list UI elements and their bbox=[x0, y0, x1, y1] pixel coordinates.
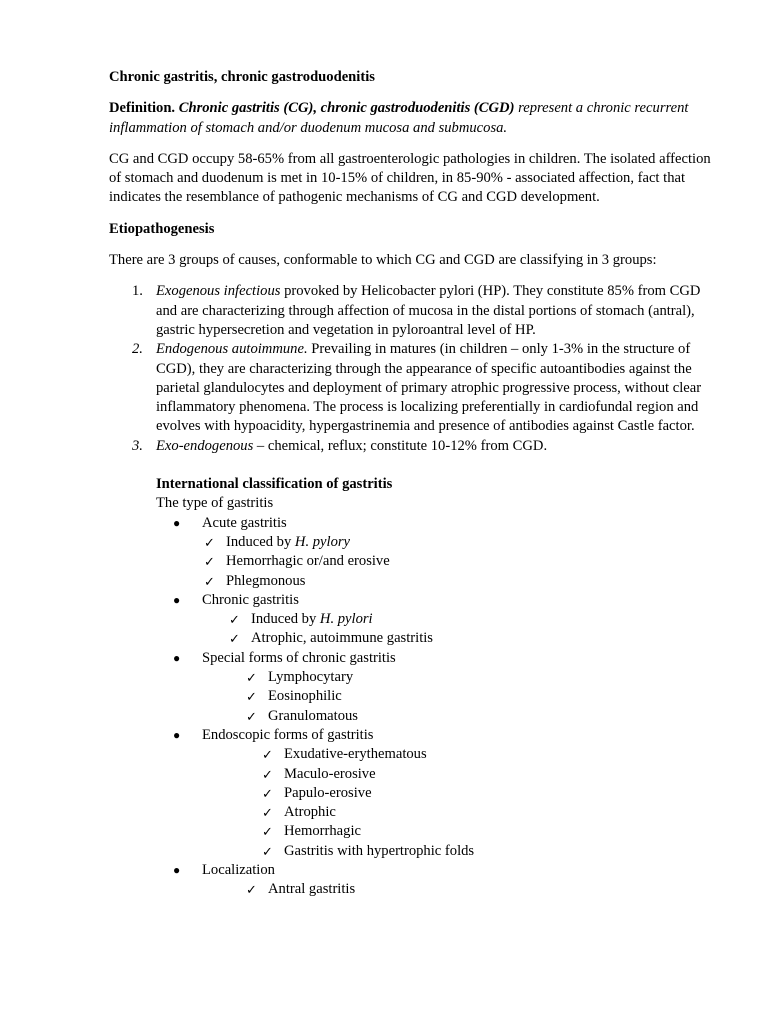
checkmark-icon: ✓ bbox=[246, 882, 257, 898]
gastritis-subtype-label: Phlegmonous bbox=[226, 572, 306, 589]
bullet-icon: ● bbox=[173, 650, 181, 665]
cause-term: Exo-endogenous bbox=[156, 437, 254, 454]
gastritis-subtype bbox=[156, 842, 714, 861]
gastritis-subtype-organism: H. pylori bbox=[319, 611, 373, 628]
gastritis-subtype bbox=[156, 610, 714, 629]
definition-term: Chronic gastritis (CG), chronic gastroduodenitis (CGD) bbox=[178, 100, 515, 117]
gastritis-subtype-label: Lymphocytary bbox=[268, 669, 354, 686]
cause-item bbox=[109, 437, 714, 456]
gastritis-subtype bbox=[156, 822, 714, 841]
gastritis-subtype bbox=[156, 803, 714, 822]
checkmark-icon: ✓ bbox=[204, 554, 215, 570]
gastritis-subtype-label: Hemorrhagic bbox=[284, 823, 361, 840]
classification-subheading: The type of gastritis bbox=[156, 495, 274, 512]
cause-number: 2. bbox=[132, 341, 143, 358]
etiopathogenesis-heading: Etiopathogenesis bbox=[109, 220, 215, 237]
gastritis-subtype-label: Antral gastritis bbox=[268, 881, 356, 898]
gastritis-subtype bbox=[156, 533, 714, 552]
gastritis-group-label: Endoscopic forms of gastritis bbox=[202, 726, 374, 743]
gastritis-subtype-label: Granulomatous bbox=[268, 707, 358, 724]
gastritis-subtype bbox=[156, 765, 714, 784]
gastritis-group-label: Localization bbox=[202, 861, 275, 878]
gastritis-subtype-label: Atrophic, autoimmune gastritis bbox=[251, 630, 433, 647]
gastritis-group bbox=[156, 861, 714, 880]
gastritis-subtype-label: Eosinophilic bbox=[268, 688, 342, 705]
checkmark-icon: ✓ bbox=[262, 824, 273, 840]
checkmark-icon: ✓ bbox=[246, 708, 257, 724]
checkmark-icon: ✓ bbox=[229, 612, 240, 628]
gastritis-subtype-label: Induced by bbox=[226, 533, 295, 550]
gastritis-group-label: Acute gastritis bbox=[202, 514, 287, 531]
gastritis-group-label: Chronic gastritis bbox=[202, 591, 299, 608]
cause-text: Prevailing in matures (in children – only 1-3% in the structure of CGD), they are characterizing through the appearance of specific autoantibodies against the parietal glandulocytes and deployment of primary atrophic progressive process, without clear inflammatory phenomena. The process is localizing preferentially in cardiofundal region and evolves with hypoacidity, hypergastrinemia and presence of antibodies against Castle factor. bbox=[156, 341, 702, 435]
gastritis-group-label: Special forms of chronic gastritis bbox=[202, 649, 396, 666]
prevalence-paragraph: CG and CGD occupy 58-65% from all gastroenterologic pathologies in children. The isolated affection of stomach and duodenum is met in 10-15% of children, in 85-90% - associated affection, fact that indicates the resemblance of pathogenic mechanisms of CG and CGD development. bbox=[109, 150, 711, 206]
definition-paragraph bbox=[109, 99, 714, 138]
gastritis-subtype bbox=[156, 880, 714, 899]
gastritis-subtype-label: Atrophic bbox=[284, 804, 336, 821]
cause-number: 3. bbox=[132, 437, 143, 454]
gastritis-subtype bbox=[156, 784, 714, 803]
gastritis-subtype bbox=[156, 745, 714, 764]
gastritis-group bbox=[156, 591, 714, 610]
gastritis-subtype-organism: H. pylory bbox=[294, 533, 351, 550]
cause-text: – chemical, reflux; constitute 10-12% from CGD. bbox=[253, 437, 548, 454]
gastritis-subtype-label: Gastritis with hypertrophic folds bbox=[284, 842, 475, 859]
bullet-icon: ● bbox=[173, 862, 181, 877]
gastritis-subtype bbox=[156, 707, 714, 726]
gastritis-type-list bbox=[156, 514, 714, 900]
gastritis-subtype bbox=[156, 687, 714, 706]
checkmark-icon: ✓ bbox=[204, 534, 215, 550]
document-page bbox=[109, 68, 714, 900]
gastritis-subtype-label: Exudative-erythematous bbox=[284, 746, 427, 763]
classification-heading: International classification of gastritis bbox=[156, 476, 393, 493]
checkmark-icon: ✓ bbox=[262, 766, 273, 782]
gastritis-group bbox=[156, 726, 714, 745]
checkmark-icon: ✓ bbox=[246, 689, 257, 705]
bullet-icon: ● bbox=[173, 727, 181, 742]
cause-text: provoked by Helicobacter pylori (HP). They constitute 85% from CGD and are characterizing through affection of mucosa in the distal portions of stomach (antral), gastric hypersecretion and vegetation in pyloroantral level of HP. bbox=[156, 283, 701, 338]
cause-term: Endogenous autoimmune. bbox=[156, 341, 308, 358]
bullet-icon: ● bbox=[173, 515, 181, 530]
checkmark-icon: ✓ bbox=[262, 747, 273, 763]
gastritis-subtype bbox=[156, 629, 714, 648]
cause-item bbox=[109, 282, 714, 340]
checkmark-icon: ✓ bbox=[229, 631, 240, 647]
definition-label: Definition. bbox=[109, 100, 176, 117]
cause-number: 1. bbox=[132, 283, 143, 300]
checkmark-icon: ✓ bbox=[204, 573, 215, 589]
gastritis-subtype-label: Induced by bbox=[251, 611, 320, 628]
gastritis-subtype bbox=[156, 668, 714, 687]
page-title: Chronic gastritis, chronic gastroduodenitis bbox=[109, 69, 375, 85]
gastritis-subtype-label: Papulo-erosive bbox=[284, 784, 372, 801]
cause-item bbox=[109, 340, 714, 436]
definition-text: represent a chronic recurrent inflammation of stomach and/or duodenum mucosa and submucosa. bbox=[109, 100, 689, 136]
groups-intro: There are 3 groups of causes, conformable to which CG and CGD are classifying in 3 groups: bbox=[109, 252, 657, 269]
causes-list bbox=[109, 282, 714, 456]
checkmark-icon: ✓ bbox=[246, 670, 257, 686]
checkmark-icon: ✓ bbox=[262, 805, 273, 821]
gastritis-subtype bbox=[156, 572, 714, 591]
gastritis-subtype bbox=[156, 552, 714, 571]
gastritis-subtype-label: Maculo-erosive bbox=[284, 765, 376, 782]
checkmark-icon: ✓ bbox=[262, 785, 273, 801]
gastritis-group bbox=[156, 649, 714, 668]
classification-section bbox=[156, 475, 714, 900]
gastritis-subtype-label: Hemorrhagic or/and erosive bbox=[226, 553, 390, 570]
checkmark-icon: ✓ bbox=[262, 843, 273, 859]
cause-term: Exogenous infectious bbox=[156, 283, 281, 300]
bullet-icon: ● bbox=[173, 592, 181, 607]
gastritis-group bbox=[156, 514, 714, 533]
